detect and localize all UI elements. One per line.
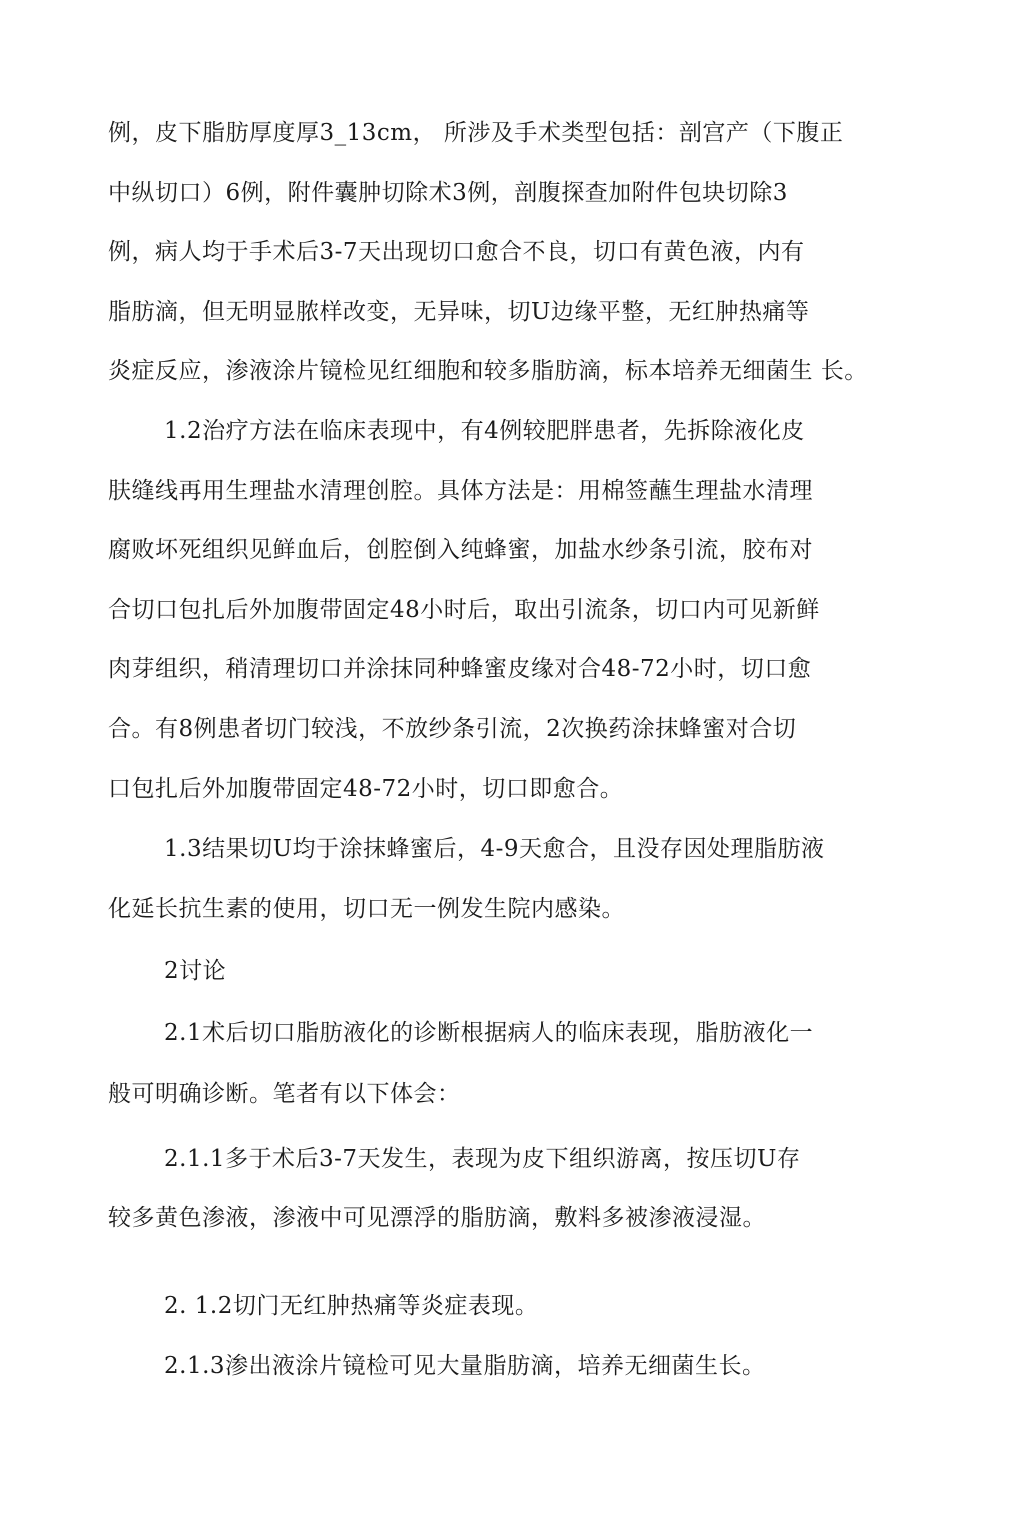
text-line: 合。有8例患者切门较浅，不放纱条引流，2次换药涂抹蜂蜜对合切 — [108, 716, 797, 742]
text-line: 炎症反应，渗液涂片镜检见红细胞和较多脂肪滴，标本培养无细菌生 长。 — [108, 358, 868, 384]
paragraph-heading: 1.2治疗方法在临床表现中，有4例较肥胖患者，先拆除液化皮 — [164, 418, 805, 444]
section-heading: 2讨论 — [164, 958, 227, 984]
text-line: 腐败坏死组织见鲜血后，创腔倒入纯蜂蜜，加盐水纱条引流，胶布对 — [108, 537, 813, 563]
text-line: 肤缝线再用生理盐水清理创腔。具体方法是：用棉签蘸生理盐水清理 — [108, 478, 813, 504]
text-line: 较多黄色渗液，渗液中可见漂浮的脂肪滴，敷料多被渗液浸湿。 — [108, 1205, 766, 1231]
text-line: 口包扎后外加腹带固定48-72小时，切口即愈合。 — [108, 776, 624, 802]
paragraph-heading: 2.1术后切口脂肪液化的诊断根据病人的临床表现，脂肪液化一 — [164, 1020, 814, 1046]
text-line: 中纵切口）6例，附件囊肿切除术3例，剖腹探查加附件包块切除3 — [108, 180, 788, 206]
paragraph-heading: 1.3结果切U均于涂抹蜂蜜后，4-9天愈合，且没存因处理脂肪液 — [164, 836, 825, 862]
text-line: 合切口包扎后外加腹带固定48小时后，取出引流条，切口内可见新鲜 — [108, 597, 820, 623]
paragraph-heading: 2. 1.2切门无红肿热痛等炎症表现。 — [164, 1293, 539, 1319]
text-line: 脂肪滴，但无明显脓样改变，无异味，切U边缘平整，无红肿热痛等 — [108, 299, 810, 325]
text-line: 例，病人均于手术后3-7天出现切口愈合不良，切口有黄色液，内有 — [108, 239, 805, 265]
text-line: 例，皮下脂肪厚度厚3_13cm， 所涉及手术类型包括：剖宫产（下腹正 — [108, 120, 844, 146]
text-line: 般可明确诊断。笔者有以下体会： — [108, 1081, 461, 1107]
paragraph-heading: 2.1.1多于术后3-7天发生，表现为皮下组织游离，按压切U存 — [164, 1146, 801, 1172]
text-line: 肉芽组织，稍清理切口并涂抹同种蜂蜜皮缘对合48-72小时，切口愈 — [108, 656, 812, 682]
paragraph-heading: 2.1.3渗出液涂片镜检可见大量脂肪滴，培养无细菌生长。 — [164, 1353, 766, 1379]
text-line: 化延长抗生素的使用，切口无一例发生院内感染。 — [108, 896, 625, 922]
